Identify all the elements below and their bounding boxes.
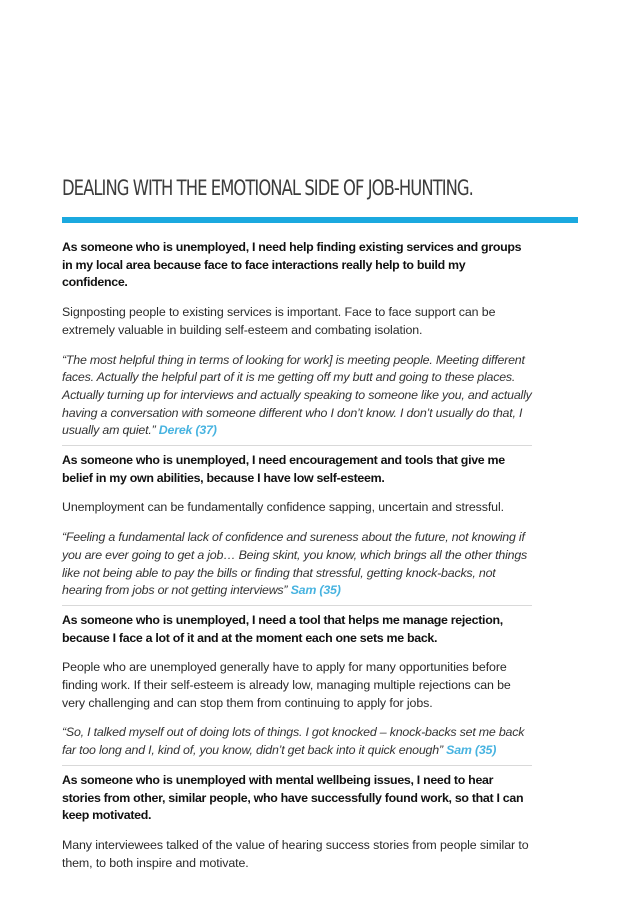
- quote-text: “Feeling a fundamental lack of confidence and sureness about the future, not knowing if you are ever going to get a job… Being skint, you know, which brings all the other things like not being able to pay the bills or finding that stressful, getting knock-backs, not hearing from jobs or not getting interviews”: [62, 530, 528, 598]
- section-divider: [62, 765, 532, 766]
- section-quote: [62, 352, 532, 441]
- section-divider: [62, 605, 532, 606]
- page-title: DEALING WITH THE EMOTIONAL SIDE OF JOB-HUNTING.: [62, 176, 473, 200]
- section-quote: [62, 724, 532, 759]
- section-body: People who are unemployed generally have to apply for many opportunities before finding work. If their self-esteem is already low, managing multiple rejections can be very challenging and can stop them from continuing to apply for jobs.: [62, 660, 511, 710]
- section-heading: As someone who is unemployed, I need encouragement and tools that give me belief in my own abilities, because I have low self-esteem.: [62, 453, 505, 485]
- section-body: Many interviewees talked of the value of hearing success stories from people similar to them, to both inspire and motivate.: [62, 837, 529, 870]
- section-heading: As someone who is unemployed, I need help finding existing services and groups in my local area because face to face interactions really help to build my confidence.: [62, 240, 522, 290]
- section-2: [62, 452, 532, 600]
- title-rule: [62, 217, 578, 223]
- content: [62, 239, 532, 872]
- section-divider: [62, 445, 532, 446]
- section-3: [62, 612, 532, 760]
- section-4: [62, 772, 532, 873]
- quote-text: “The most helpful thing in terms of looking for work] is meeting people. Meeting different faces. Actually the helpful part of it is me getting off my butt and going to these places. Actually turning up for interviews and actually speaking to someone like you, and actually having a conversation with someone different who I don’t know. I don’t usually do that, I usually am quiet.”: [62, 352, 532, 438]
- section-1: [62, 239, 532, 440]
- quote-attribution: Sam (35): [290, 583, 341, 598]
- section-body: Unemployment can be fundamentally confidence sapping, uncertain and stressful.: [62, 500, 504, 515]
- quote-attribution: Derek (37): [158, 423, 217, 438]
- section-quote: [62, 529, 532, 600]
- section-heading: As someone who is unemployed with mental wellbeing issues, I need to hear stories from other, similar people, who have successfully found work, so that I can keep motivated.: [62, 772, 524, 823]
- quote-attribution: Sam (35): [446, 743, 497, 758]
- quote-text: “So, I talked myself out of doing lots of things. I got knocked – knock-backs set me back far too long and I, kind of, you know, didn’t get back into it quick enough”: [62, 725, 525, 758]
- section-heading: As someone who is unemployed, I need a tool that helps me manage rejection, because I face a lot of it and at the moment each one sets me back.: [62, 612, 503, 645]
- section-body: Signposting people to existing services is important. Face to face support can be extremely valuable in building self-esteem and combating isolation.: [62, 305, 496, 337]
